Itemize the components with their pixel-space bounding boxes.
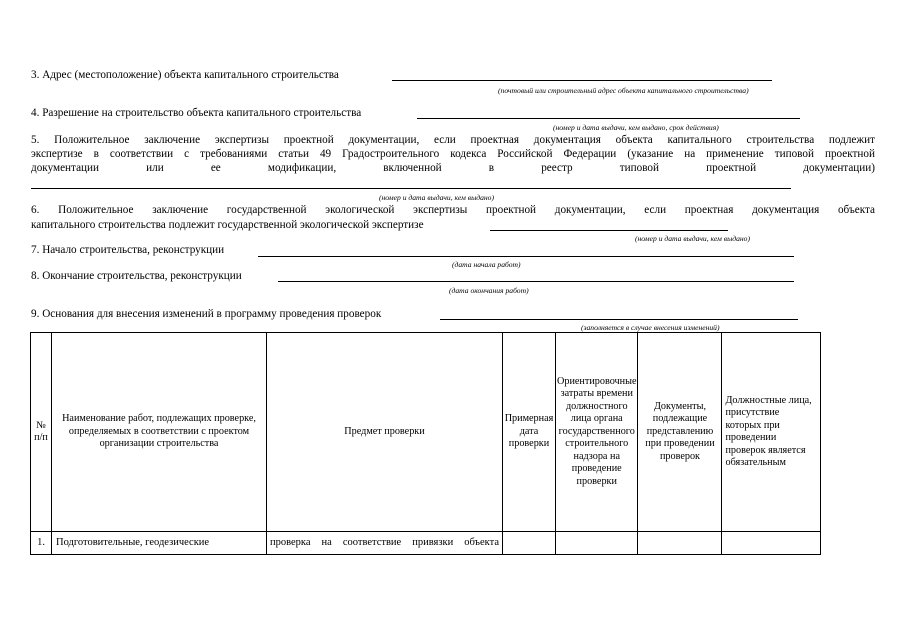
field-8-label: 8. Окончание строительства, реконструкции — [31, 270, 242, 282]
field-3-hint: (почтовый или строительный адрес объекта капитального строительства) — [498, 86, 749, 95]
col-header-date: Примерная дата проверки — [503, 333, 556, 532]
field-6-line-1: 6. Положительное заключение государственной экологической экспертизы проектной документации, если проектная документация объекта — [31, 204, 875, 216]
cell-work-name[interactable]: Подготовительные, геодезические — [52, 532, 267, 555]
cell-documents[interactable] — [638, 532, 722, 555]
field-5-line-3: документации или ее модификации, включенной в реестр типовой проектной документации) — [31, 162, 875, 174]
table-row — [31, 532, 821, 555]
field-7-hint: (дата начала работ) — [452, 260, 521, 269]
field-5-input-line[interactable] — [31, 188, 791, 189]
field-9-label: 9. Основания для внесения изменений в программу проведения проверок — [31, 308, 382, 320]
cell-officials[interactable] — [722, 532, 821, 555]
field-7-input-line[interactable] — [258, 256, 794, 257]
cell-time-estimate[interactable] — [556, 532, 638, 555]
field-5-line-2: экспертизе в соответствии с требованиями статьи 49 Градостроительного кодекса Российской Федерации (указание на применение типовой проектной — [31, 148, 875, 160]
field-3-label: 3. Адрес (местоположение) объекта капитального строительства — [31, 69, 339, 81]
field-9-input-line[interactable] — [440, 319, 798, 320]
field-6-hint: (номер и дата выдачи, кем выдано) — [635, 234, 750, 243]
field-4-hint: (номер и дата выдачи, кем выдано, срок действия) — [553, 123, 719, 132]
cell-number: 1. — [31, 532, 52, 555]
col-header-number: № п/п — [31, 333, 52, 532]
field-9-hint: (заполняется в случае внесения изменений) — [581, 323, 720, 332]
field-6-line-2: капитального строительства подлежит государственной экологической экспертизе — [31, 219, 424, 231]
field-7-label: 7. Начало строительства, реконструкции — [31, 244, 225, 256]
cell-subject[interactable]: проверка на соответствие привязки объекта — [267, 532, 503, 555]
col-header-documents: Документы, подлежащие представлению при проведении проверок — [638, 333, 722, 532]
field-5-hint: (номер и дата выдачи, кем выдано) — [379, 193, 494, 202]
field-3-input-line[interactable] — [392, 80, 772, 81]
col-header-time-estimate: Ориентировочные затраты времени должностного лица органа государственного строительного надзора на проведение проверки — [556, 333, 638, 532]
field-5-line-1: 5. Положительное заключение экспертизы проектной документации, если проектная документация объекта капитального строительства подлежит — [31, 134, 875, 146]
table-header-row — [31, 333, 821, 532]
col-header-officials: Должностные лица, присутствие которых при проведении проверок является обязательным — [722, 333, 821, 532]
field-6-input-line[interactable] — [490, 230, 728, 231]
field-4-label: 4. Разрешение на строительство объекта капитального строительства — [31, 107, 362, 119]
col-header-subject: Предмет проверки — [267, 333, 503, 532]
field-8-input-line[interactable] — [278, 281, 794, 282]
inspection-program-table — [30, 332, 821, 555]
field-8-hint: (дата окончания работ) — [449, 286, 529, 295]
col-header-work-name: Наименование работ, подлежащих проверке, определяемых в соответствии с проектом организации строительства — [52, 333, 267, 532]
cell-date[interactable] — [503, 532, 556, 555]
field-4-input-line[interactable] — [417, 118, 800, 119]
